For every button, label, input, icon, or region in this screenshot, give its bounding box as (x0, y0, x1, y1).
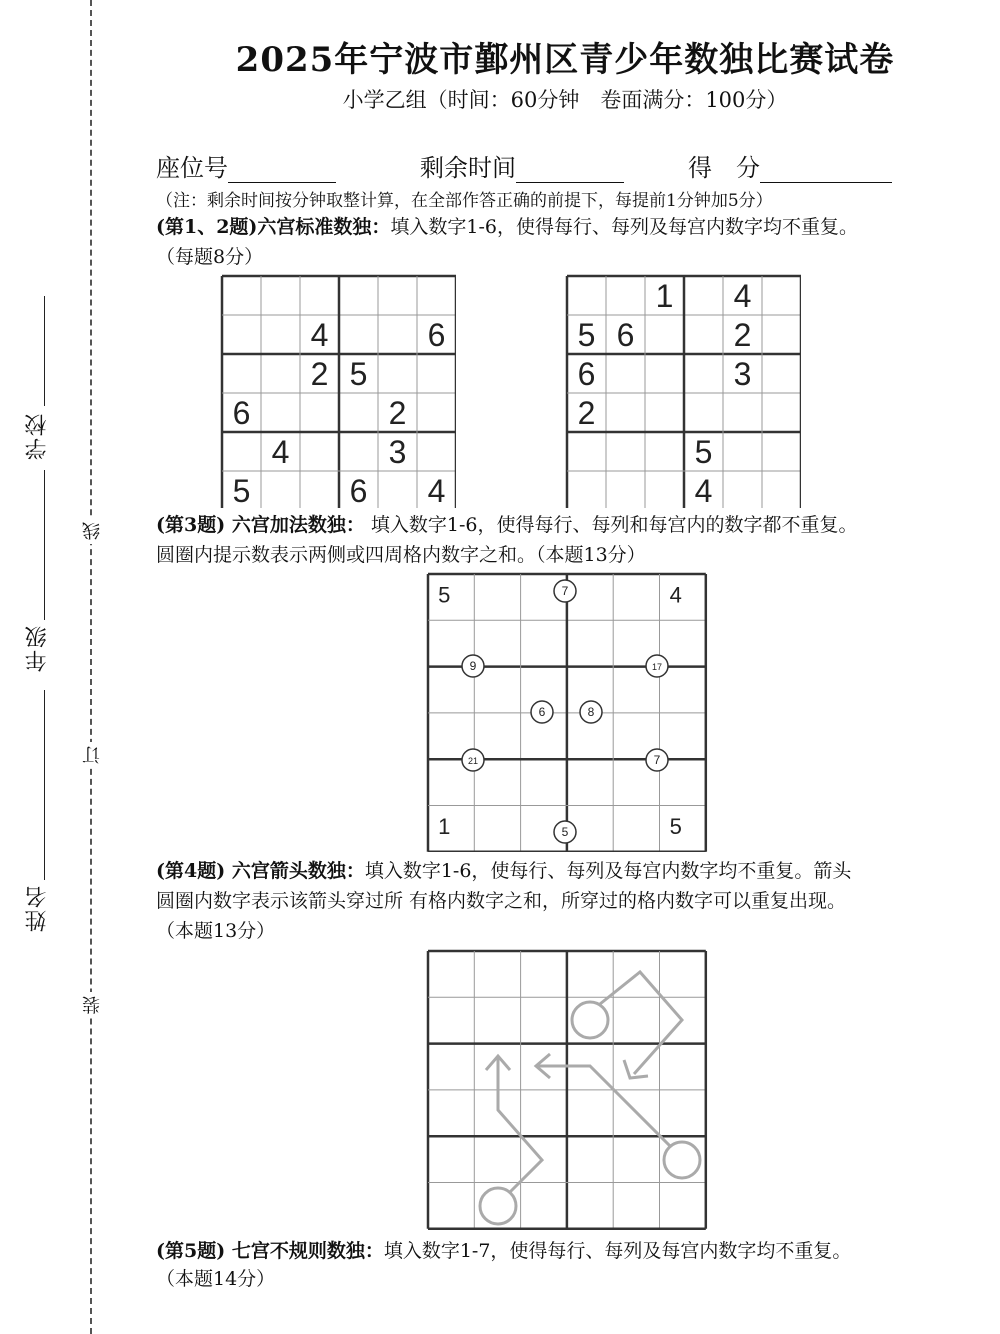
given-digit: 1 (655, 278, 674, 315)
puzzle-3-grid[interactable] (426, 572, 708, 852)
cell[interactable] (300, 393, 339, 432)
cell[interactable] (417, 276, 456, 315)
cell[interactable] (300, 471, 339, 508)
puzzle-2-grid[interactable] (565, 274, 801, 508)
cell[interactable] (606, 276, 645, 315)
cell[interactable] (222, 432, 261, 471)
page-title: 2025年宁波市鄞州区青少年数独比赛试卷 (235, 40, 895, 80)
cell[interactable] (606, 354, 645, 393)
cell[interactable] (723, 432, 762, 471)
cell[interactable] (567, 276, 606, 315)
binding-mark-bind: 装 (80, 992, 106, 1018)
cell[interactable] (762, 315, 801, 354)
sum-clue: 9 (469, 659, 477, 673)
cell[interactable] (378, 354, 417, 393)
q4-text: 填入数字1-6，使每行、每列及每宫内数字均不重复。箭头 (364, 860, 852, 882)
page-subtitle: 小学乙组（时间：60分钟 卷面满分：100分） (342, 88, 788, 112)
given-digit: 5 (577, 317, 596, 354)
cell[interactable] (222, 315, 261, 354)
cell[interactable] (300, 432, 339, 471)
given-digit: 4 (271, 434, 290, 471)
q12-instructions (156, 212, 996, 242)
q12-score: （每题8分） (156, 246, 264, 268)
binding-mark-line: 线 (80, 518, 106, 544)
puzzle-4-grid[interactable] (426, 949, 708, 1231)
cell[interactable] (428, 574, 474, 620)
sum-clue: 5 (561, 825, 569, 839)
cell[interactable] (339, 276, 378, 315)
seat-label: 座位号 (156, 154, 228, 182)
cell[interactable] (261, 315, 300, 354)
given-digit: 4 (694, 473, 713, 508)
remaining-time-label: 剩余时间 (420, 154, 516, 182)
given-digit: 6 (232, 395, 251, 432)
given-digit: 1 (438, 814, 451, 840)
sum-clue: 8 (587, 705, 595, 719)
puzzle-3-cells (428, 574, 706, 852)
q5-instructions (156, 1236, 996, 1266)
remaining-time-blank[interactable] (516, 158, 624, 183)
cell[interactable] (684, 276, 723, 315)
q12-text: 填入数字1-6，使得每行、每列及每宫内数字均不重复。 (390, 216, 859, 238)
given-digit: 6 (577, 356, 596, 393)
q3-text-2: 圆圈内提示数表示两侧或四周格内数字之和。（本题13分） (156, 544, 646, 566)
cell[interactable] (567, 759, 613, 805)
cell[interactable] (613, 574, 659, 620)
school-label: 学校 (25, 412, 50, 460)
arrow-1-circle (572, 1002, 608, 1038)
given-digit: 5 (349, 356, 368, 393)
grade-label: 年级 (25, 624, 50, 672)
cell[interactable] (684, 393, 723, 432)
cell[interactable] (567, 471, 606, 508)
cell[interactable] (762, 393, 801, 432)
given-digit: 2 (577, 395, 596, 432)
cell[interactable] (723, 393, 762, 432)
arrow-2-line (538, 1066, 670, 1146)
cell[interactable] (684, 315, 723, 354)
cell[interactable] (606, 471, 645, 508)
given-digit: 3 (733, 356, 752, 393)
given-digit: 4 (427, 473, 446, 508)
q4-instructions (156, 856, 996, 886)
cell[interactable] (645, 315, 684, 354)
cell[interactable] (428, 806, 474, 852)
cell[interactable] (660, 713, 706, 759)
cell[interactable] (417, 393, 456, 432)
given-digit: 4 (669, 582, 682, 608)
name-label: 姓名 (25, 884, 50, 932)
cell[interactable] (222, 354, 261, 393)
cell[interactable] (378, 471, 417, 508)
cell[interactable] (606, 432, 645, 471)
given-digit: 6 (349, 473, 368, 508)
cell[interactable] (660, 667, 706, 713)
given-digit: 6 (427, 317, 446, 354)
cell[interactable] (339, 432, 378, 471)
cell[interactable] (606, 393, 645, 432)
given-digit: 2 (388, 395, 407, 432)
sum-clue: 7 (561, 584, 569, 598)
given-digit: 4 (733, 278, 752, 315)
score-label: 得 分 (688, 154, 760, 182)
q4-text-2: 圆圈内数字表示该箭头穿过所 有格内数字之和，所穿过的格内数字可以重复出现。 (156, 890, 847, 912)
sum-clue: 17 (651, 662, 663, 672)
q5-score: （本题14分） (156, 1268, 276, 1290)
puzzle-4-cells (428, 951, 706, 1229)
given-digit: 2 (733, 317, 752, 354)
cell[interactable] (660, 574, 706, 620)
given-digit: 4 (310, 317, 329, 354)
given-digit: 3 (388, 434, 407, 471)
cell[interactable] (474, 574, 520, 620)
cell[interactable] (762, 354, 801, 393)
q5-title: (第5题) 七宫不规则数独： (156, 1240, 384, 1262)
cell[interactable] (417, 354, 456, 393)
binding-dashed-line (90, 0, 92, 1334)
cell[interactable] (261, 276, 300, 315)
given-digit: 5 (438, 582, 451, 608)
cell[interactable] (645, 393, 684, 432)
q12-title: (第1、2题)六宫标准数独： (156, 216, 391, 238)
q5-text: 填入数字1-7，使得每行、每列及每宫内数字均不重复。 (383, 1240, 852, 1262)
note-text: （注：剩余时间按分钟取整计算，在全部作答正确的前提下，每提前1分钟加5分） (156, 191, 773, 211)
puzzle-2-cells (567, 276, 801, 508)
school-blank (44, 296, 45, 406)
cell[interactable] (339, 315, 378, 354)
cell[interactable] (645, 471, 684, 508)
sum-clue: 21 (467, 756, 479, 766)
cell[interactable] (645, 354, 684, 393)
cell[interactable] (723, 471, 762, 508)
cell[interactable] (300, 276, 339, 315)
puzzle-1-cells (222, 276, 456, 508)
cell[interactable] (417, 432, 456, 471)
q3-instructions (156, 510, 996, 540)
puzzle-4-arrows (480, 972, 700, 1224)
sum-clue: 6 (538, 705, 546, 719)
puzzle-1-grid[interactable] (220, 274, 456, 508)
cell[interactable] (261, 393, 300, 432)
cell[interactable] (567, 620, 613, 666)
cell[interactable] (613, 806, 659, 852)
arrow-1-line (600, 972, 682, 1074)
given-digit: 5 (694, 434, 713, 471)
seat-blank[interactable] (228, 158, 336, 183)
binding-mark-staple: 订 (80, 742, 106, 768)
cell[interactable] (684, 354, 723, 393)
score-blank[interactable] (760, 158, 892, 183)
q4-title: (第4题) 六宫箭头数独： (156, 860, 365, 882)
cell[interactable] (261, 354, 300, 393)
q4-score: （本题13分） (156, 920, 276, 942)
cell[interactable] (521, 759, 567, 805)
cell[interactable] (474, 806, 520, 852)
q3-text: 填入数字1-6，使得每行、每列和每宫内的数字都不重复。 (364, 514, 858, 536)
remaining-time-field[interactable] (420, 148, 624, 183)
cell[interactable] (645, 432, 684, 471)
cell[interactable] (567, 432, 606, 471)
cell[interactable] (762, 432, 801, 471)
name-blank (44, 690, 45, 880)
sum-clue: 7 (653, 753, 661, 767)
cell[interactable] (762, 276, 801, 315)
arrow-3-line (498, 1058, 542, 1192)
given-digit: 5 (232, 473, 251, 508)
cell[interactable] (762, 471, 801, 508)
cell[interactable] (521, 620, 567, 666)
given-digit: 6 (616, 317, 635, 354)
cell[interactable] (261, 471, 300, 508)
q3-title: (第3题) 六宫加法数独： (156, 514, 365, 536)
cell[interactable] (222, 276, 261, 315)
score-field[interactable] (688, 148, 892, 183)
cell[interactable] (660, 806, 706, 852)
given-digit: 2 (310, 356, 329, 393)
grade-blank (44, 470, 45, 620)
cell[interactable] (378, 276, 417, 315)
cell[interactable] (339, 393, 378, 432)
given-digit: 5 (669, 814, 682, 840)
arrow-2-circle (664, 1142, 700, 1178)
cell[interactable] (378, 315, 417, 354)
seat-field[interactable] (156, 148, 336, 183)
arrow-3-circle (480, 1188, 516, 1224)
